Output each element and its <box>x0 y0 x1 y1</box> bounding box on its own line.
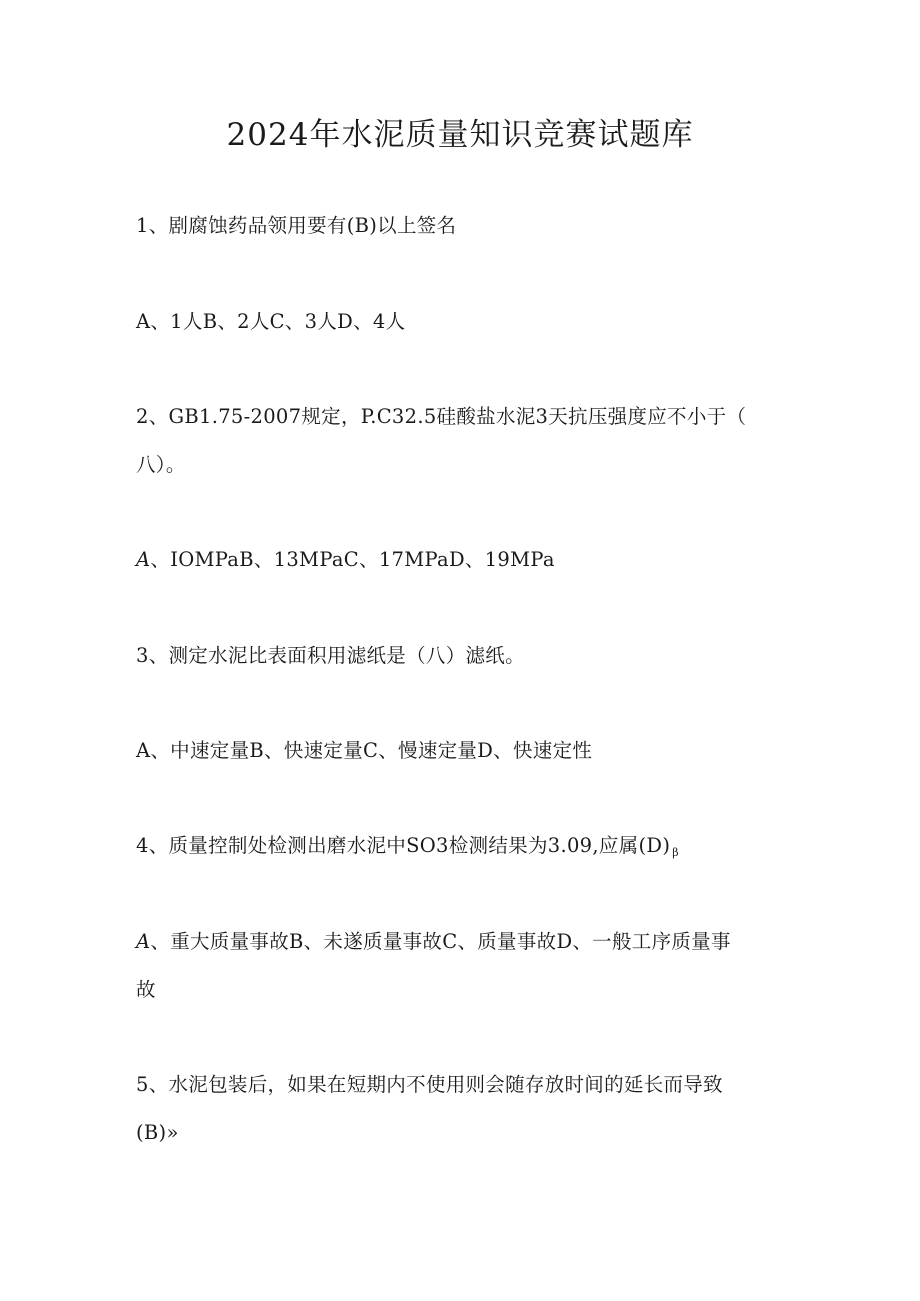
question-4-trailing-mark: β <box>672 846 679 859</box>
document-title: 2024年水泥质量知识竞赛试题库 <box>226 117 694 153</box>
question-4-options-text: 、重大质量事故B、未遂质量事故C、质量事故D、一般工序质量事 <box>150 930 731 953</box>
question-2-options-text: 、IOMPaB、13MPaC、17MPaD、19MPa <box>150 548 555 571</box>
question-2-options-prefix: A <box>136 548 151 571</box>
question-3-text: 3、测定水泥比表面积用滤纸是（八）滤纸。 <box>136 644 525 667</box>
question-5-text-cont: (B)» <box>136 1121 179 1144</box>
question-3-options: A、中速定量B、快速定量C、慢速定量D、快速定性 <box>136 739 593 762</box>
question-1-text: 1、剧腐蚀药品领用要有(B)以上签名 <box>136 214 457 237</box>
question-2-text-cont: 八）。 <box>136 453 186 476</box>
question-4-text-main: 4、质量控制处检测出磨水泥中SO3检测结果为3.09,应属(D) <box>136 834 671 857</box>
question-4-text <box>136 832 679 867</box>
question-5-text: 5、水泥包装后，如果在短期内不使用则会随存放时间的延长而导致 <box>136 1073 723 1096</box>
question-4-options-cont: 故 <box>136 978 156 1001</box>
question-2-text: 2、GB1.75-2007规定，P.C32.5硅酸盐水泥3天抗压强度应不小于（ <box>136 405 747 428</box>
question-2-options <box>136 546 555 574</box>
question-4-options <box>136 928 731 956</box>
question-1-options: A、1人B、2人C、3人D、4人 <box>136 310 406 333</box>
question-4-options-prefix: A <box>136 930 151 953</box>
